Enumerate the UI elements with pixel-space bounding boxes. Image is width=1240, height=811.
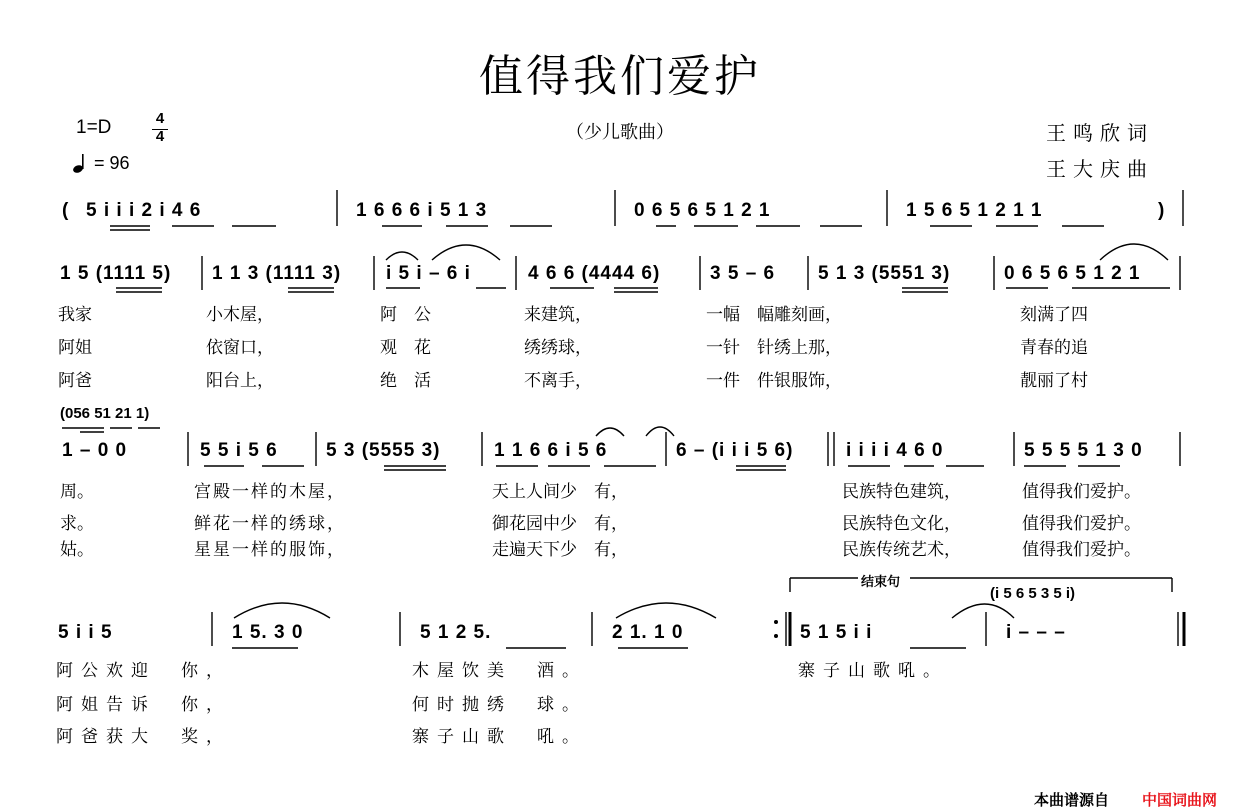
s4-measure-6: i – – – — [1006, 622, 1066, 643]
s2-measure-2: 1 1 3 (1111 3) — [212, 263, 342, 284]
s4-v1-1: 阿公欢迎 你， — [56, 661, 231, 681]
song-genre-subtitle: （少儿歌曲） — [566, 122, 674, 143]
slur — [596, 428, 624, 436]
s4-measure-1: 5 i i 5 — [58, 622, 113, 643]
slur — [432, 245, 500, 260]
slur — [386, 252, 418, 260]
s2-v1-4: 来建筑， — [524, 305, 592, 325]
s3-v1-2: 宫殿一样的木屋， — [194, 482, 346, 502]
s3-v3-2: 星星一样的服饰， — [194, 540, 346, 560]
lyricist-credit: 王鸣欣词 — [1046, 121, 1154, 145]
s3-interlude-above: (056 51 21 1) — [60, 405, 150, 422]
s3-v3-4: 民族传统艺术， — [842, 540, 961, 560]
s4-measure-4: 2 1. 1 0 — [612, 622, 684, 643]
s4-v2-1: 阿姐告诉 你， — [56, 695, 231, 715]
s2-measure-4: 4 6 6 (4444 6) — [528, 263, 661, 284]
s3-v2-4: 民族特色文化， — [842, 514, 961, 534]
s2-v2-3: 观 花 — [380, 338, 431, 358]
s2-v2-6: 青春的追 — [1020, 338, 1088, 358]
s3-measure-5: 6 – (i i i 5 6) — [676, 440, 794, 461]
s3-v3-5: 值得我们爱护。 — [1022, 540, 1141, 560]
s4-v3-1: 阿爸获大 奖， — [56, 727, 231, 747]
s3-v1-5: 值得我们爱护。 — [1022, 482, 1141, 502]
s3-measure-7: 5 5 5 5 1 3 0 — [1024, 440, 1143, 461]
source-credit: 本曲谱源自 — [1034, 791, 1110, 809]
s2-v3-5: 一件 件银服饰， — [706, 371, 842, 391]
s1-measure-4: 1 5 6 5 1 2 1 1 — [906, 200, 1043, 221]
s1-measure-2: 1 6 6 6 i 5 1 3 — [356, 200, 488, 221]
s3-measure-1: 1 – 0 0 — [62, 440, 128, 461]
repeat-dot — [774, 620, 778, 624]
s3-v3-3: 走遍天下少 有， — [492, 540, 628, 560]
s2-v3-4: 不离手， — [524, 371, 592, 391]
s2-measure-1: 1 5 (1111 5) — [60, 263, 172, 284]
s3-v1-3: 天上人间少 有， — [492, 482, 628, 502]
s2-v2-5: 一针 针绣上那， — [706, 338, 842, 358]
s3-v1-1: 周。 — [60, 482, 94, 502]
slur — [1100, 244, 1168, 260]
s2-measure-7: 0 6 5 6 5 1 2 1 — [1004, 263, 1141, 284]
s2-measure-5: 3 5 – 6 — [710, 263, 776, 284]
s1-measure-1: 5 i i i 2 i 4 6 — [86, 200, 202, 221]
s4-measure-5: 5 1 5 i i — [800, 622, 873, 643]
s4-v1-3: 寨子山歌吼。 — [798, 661, 948, 681]
intro-close-paren: ) — [1158, 200, 1166, 221]
s2-v3-2: 阳台上， — [206, 371, 274, 391]
song-title: 值得我们爱护 — [479, 51, 761, 102]
slur — [646, 427, 674, 436]
s3-measure-4: 1 1 6 6 i 5 6 — [494, 440, 608, 461]
slur — [234, 603, 330, 618]
s2-measure-3: i 5 i – 6 i — [386, 263, 471, 284]
slur — [952, 604, 1014, 618]
s2-v3-1: 阿爸 — [58, 371, 92, 391]
key-signature: 1=D — [76, 117, 112, 138]
s4-measure-3: 5 1 2 5. — [420, 622, 492, 643]
slur — [616, 603, 716, 618]
s4-v3-2: 寨子山歌 吼。 — [412, 727, 587, 747]
intro-open-paren: ( — [62, 200, 70, 221]
composer-credit: 王大庆曲 — [1046, 157, 1154, 181]
s2-v2-1: 阿姐 — [58, 338, 92, 358]
coda-label: 结束句 — [858, 571, 903, 590]
s4-v2-2: 何时抛绣 球。 — [412, 695, 587, 715]
source-site-name: 中国词曲网 — [1142, 791, 1218, 809]
s2-v3-6: 靓丽了村 — [1020, 371, 1088, 391]
s4-v1-2: 木屋饮美 酒。 — [412, 661, 587, 681]
s4-measure-2: 1 5. 3 0 — [232, 622, 304, 643]
s2-v1-1: 我家 — [58, 305, 92, 325]
s2-v2-4: 绣绣球， — [524, 338, 592, 358]
s2-v1-3: 阿 公 — [380, 305, 431, 325]
s2-v3-3: 绝 活 — [380, 371, 431, 391]
tempo-marking: = 96 — [94, 153, 130, 173]
s3-v2-1: 求。 — [60, 514, 94, 534]
s1-measure-3: 0 6 5 6 5 1 2 1 — [634, 200, 771, 221]
s3-measure-2: 5 5 i 5 6 — [200, 440, 278, 461]
s3-v3-1: 姑。 — [60, 540, 94, 560]
meter-numerator: 4 — [155, 110, 165, 127]
s3-measure-6: i i i i 4 6 0 — [846, 440, 944, 461]
meter-denominator: 4 — [155, 128, 165, 145]
s3-v2-2: 鲜花一样的绣球， — [194, 514, 346, 534]
s2-measure-6: 5 1 3 (5551 3) — [818, 263, 951, 284]
s3-v2-3: 御花园中少 有， — [492, 514, 628, 534]
s2-v1-5: 一幅 幅雕刻画， — [706, 305, 842, 325]
s2-v1-2: 小木屋， — [206, 305, 274, 325]
s2-v1-6: 刻满了四 — [1020, 305, 1088, 325]
repeat-dot — [774, 634, 778, 638]
s3-measure-3: 5 3 (5555 3) — [326, 440, 441, 461]
s2-v2-2: 依窗口， — [206, 338, 274, 358]
s3-v2-5: 值得我们爱护。 — [1022, 514, 1141, 534]
s3-v1-4: 民族特色建筑， — [842, 482, 961, 502]
coda-accompaniment: (i 5 6 5 3 5 i) — [990, 585, 1076, 602]
